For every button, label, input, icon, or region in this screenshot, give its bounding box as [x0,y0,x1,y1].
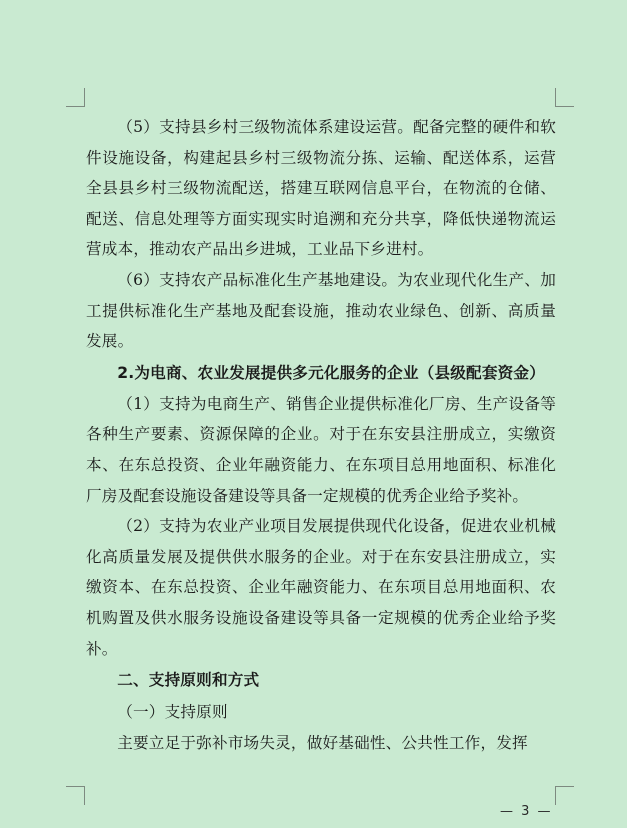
page-number: — 3 — [500,804,553,819]
crop-mark-top-left [66,88,85,107]
paragraph-agricultural-equipment: （2）支持为农业产业项目发展提供现代化设备，促进农业机械化高质量发展及提供供水服务的企业。对于在东安县注册成立，实缴资本、在东总投资、企业年融资能力、在东项目总用地面积、农机购置及供水服务设施设备建设等具备一定规模的优秀企业给予奖补。 [86,517,556,658]
crop-mark-bottom-right [555,786,574,805]
section-heading-service-enterprises: 2.为电商、农业发展提供多元化服务的企业（县级配套资金） [117,363,545,382]
paragraph-principles-intro: 主要立足于弥补市场失灵，做好基础性、公共性工作，发挥 [117,734,528,753]
subsection-heading-principles: （一）支持原则 [117,703,228,722]
paragraph-logistics-system: （5）支持县乡村三级物流体系建设运营。配备完整的硬件和软件设施设备，构建起县乡村三级物流分拣、运输、配送体系，运营全县县乡村三级物流配送，搭建互联网信息平台，在物流的仓储、配送、信息处理等方面实现实时追溯和充分共享，降低快递物流运营成本，推动农产品出乡进城，工业品下乡进村。 [86,118,556,259]
crop-mark-bottom-left [66,786,85,805]
paragraph-ecommerce-enterprises: （1）支持为电商生产、销售企业提供标准化厂房、生产设备等各种生产要素、资源保障的企业。对于在东安县注册成立，实缴资本、在东总投资、企业年融资能力、在东项目总用地面积、标准化厂房及配套设施设备建设等具备一定规模的优秀企业给予奖补。 [86,394,556,505]
paragraph-standardized-base: （6）支持农产品标准化生产基地建设。为农业现代化生产、加工提供标准化生产基地及配套设施，推动农业绿色、创新、高质量发展。 [86,270,556,351]
document-body [86,112,556,759]
section-heading-principles: 二、支持原则和方式 [117,670,260,690]
crop-mark-top-right [555,88,574,107]
